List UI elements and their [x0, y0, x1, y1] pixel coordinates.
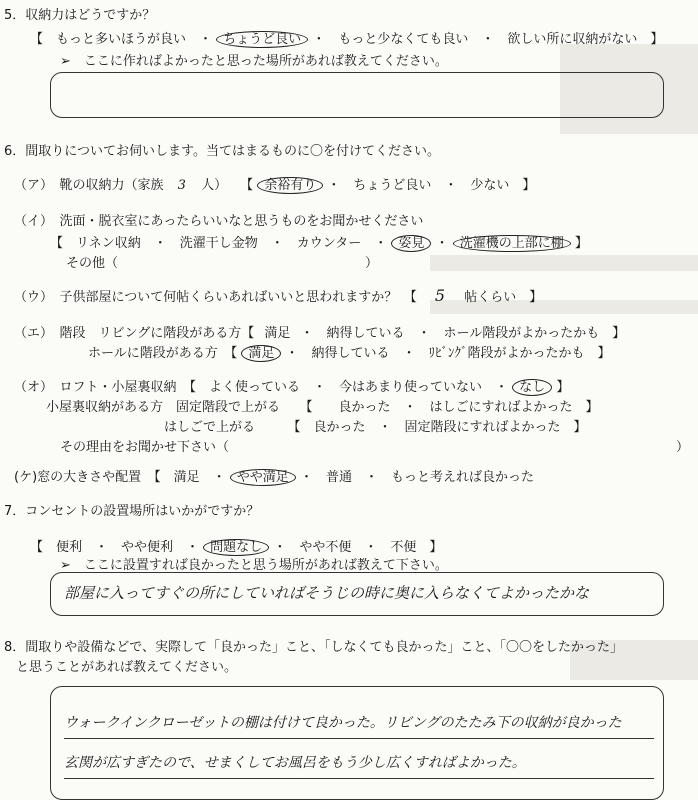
q7-options: [30, 536, 442, 555]
q8-title-line2: と思うことがあれば教えてください。: [16, 660, 238, 675]
q6-i-options: [50, 232, 588, 251]
q6-e-line1-option[interactable]: 満足: [264, 326, 291, 341]
q6-e-line2-selected[interactable]: 満足: [241, 345, 281, 362]
q6-u-unit: 帖くらい 】: [464, 290, 543, 305]
q5-options: [30, 28, 663, 47]
q5-subquestion: ➢ ここに作ればよかったと思った場所があれば教えてください。: [60, 54, 448, 69]
q8-answer-line1: ウォークインクローゼットの棚は付けて良かった。リビングのたたみ下の収納が良かった: [64, 715, 622, 731]
q8-answer-underline: [64, 738, 654, 739]
q6-o-line4-end: ）: [676, 440, 690, 455]
q6-a-selected[interactable]: 余裕有り: [257, 177, 323, 194]
q6-e-row1: [14, 322, 625, 341]
q6-o-line2: 小屋裏収納がある方 固定階段で上がる 【 良かった ・ はしごにすればよかった 】: [46, 400, 599, 415]
q6-e-line2-label: ホールに階段がある方 【: [88, 346, 238, 361]
q6-e-line2-rest: ・ 納得している ・ ﾘﾋﾞﾝｸﾞ階段がよかったかも 】: [285, 346, 611, 361]
q8-answer-line2: 玄関が広すぎたので、せまくしてお風呂をもう少し広くすればよかった。: [64, 755, 526, 771]
q7-answer-text: 部屋に入ってすぐの所にしていればそうじの時に奥に入らなくてよかったかな: [64, 584, 590, 602]
q5-selected-option[interactable]: ちょうど良い: [216, 31, 308, 48]
q7-subquestion: ➢ ここに設置すれば良かったと思う場所があれば教えて下さい。: [60, 558, 448, 573]
q6-o-line1-selected[interactable]: なし: [512, 379, 552, 396]
q5-answer-box[interactable]: [50, 72, 664, 118]
q6-i-options-start: 【 リネン収納 ・ 洗濯干し金物 ・ カウンター ・: [50, 236, 388, 251]
q6-e-line1-rest: ・ 納得している ・ ホール階段がよかったかも 】: [300, 326, 626, 341]
q6-ke-selected[interactable]: やや満足: [230, 469, 296, 486]
q6-e-line1-label: （エ） 階段 リビングに階段がある方【: [14, 326, 255, 341]
q6-i-label: （イ） 洗面・脱衣室にあったらいいなと思うものをお聞かせください: [14, 214, 424, 229]
q6-i-separator: ・: [435, 236, 449, 251]
q6-a-row: [14, 174, 535, 193]
q8-answer-box[interactable]: [50, 686, 664, 800]
q6-i-selected-1[interactable]: 姿見: [391, 235, 431, 252]
q6-i-other[interactable]: その他（ ）: [66, 256, 379, 271]
q5-options-rest: ・ もっと少なくても良い ・ 欲しい所に収納がない 】: [312, 32, 664, 47]
q6-ke-label: (ケ)窓の大きさや配置 【 満足 ・: [14, 470, 226, 485]
q6-a-unit: 人） 【: [201, 178, 254, 193]
q6-u-label: （ウ） 子供部屋について何帖くらいあればいいと思われますか？ 【: [14, 290, 417, 305]
q6-i-selected-2[interactable]: 洗濯機の上部に棚: [453, 235, 571, 252]
q6-i-end: 】: [574, 236, 588, 251]
q6-a-label: （ア） 靴の収納力（家族: [14, 178, 164, 193]
q6-u-row: [14, 286, 542, 305]
q6-o-row1: [14, 376, 569, 395]
q6-u-value[interactable]: 5: [434, 286, 447, 305]
q6-e-row2: [88, 342, 611, 361]
q6-o-line1-end: 】: [556, 380, 570, 395]
q6-a-family-count[interactable]: 3: [177, 178, 187, 193]
q5-title: 5．収納力はどうですか？: [4, 8, 156, 23]
q7-options-rest: ・ やや不便 ・ 不便 】: [273, 540, 443, 555]
q6-o-line4: その理由をお聞かせ下さい（: [60, 440, 230, 455]
q7-title: 7．コンセントの設置場所はいかがですか？: [4, 504, 260, 519]
q7-options-start: 【 便利 ・ やや便利 ・: [30, 540, 200, 555]
q8-answer-underline: [64, 778, 654, 779]
q6-title: 6．間取りについてお伺いします。当てはまるものに〇を付けてください。: [4, 144, 440, 159]
q6-o-line3: はしごで上がる 【 良かった ・ 固定階段にすればよかった 】: [164, 420, 587, 435]
q6-o-line1: （オ） ロフト・小屋裏収納 【 よく使っている ・ 今はあまり使っていない ・: [14, 380, 509, 395]
q8-title-line1: 8．間取りや設備などで、実際して「良かった」こと、「しなくても良かった」こと、「〇〇をしたかった」: [4, 640, 624, 655]
q6-ke-rest: ・ 普通 ・ もっと考えれば良かった: [299, 470, 534, 485]
scan-shadow-bar: [430, 255, 698, 271]
q7-selected[interactable]: 問題なし: [203, 539, 269, 556]
q6-a-rest: ・ ちょうど良い ・ 少ない 】: [327, 178, 536, 193]
q5-options-start: 【 もっと多いほうが良い ・: [30, 32, 213, 47]
q6-ke-row: [14, 466, 534, 485]
